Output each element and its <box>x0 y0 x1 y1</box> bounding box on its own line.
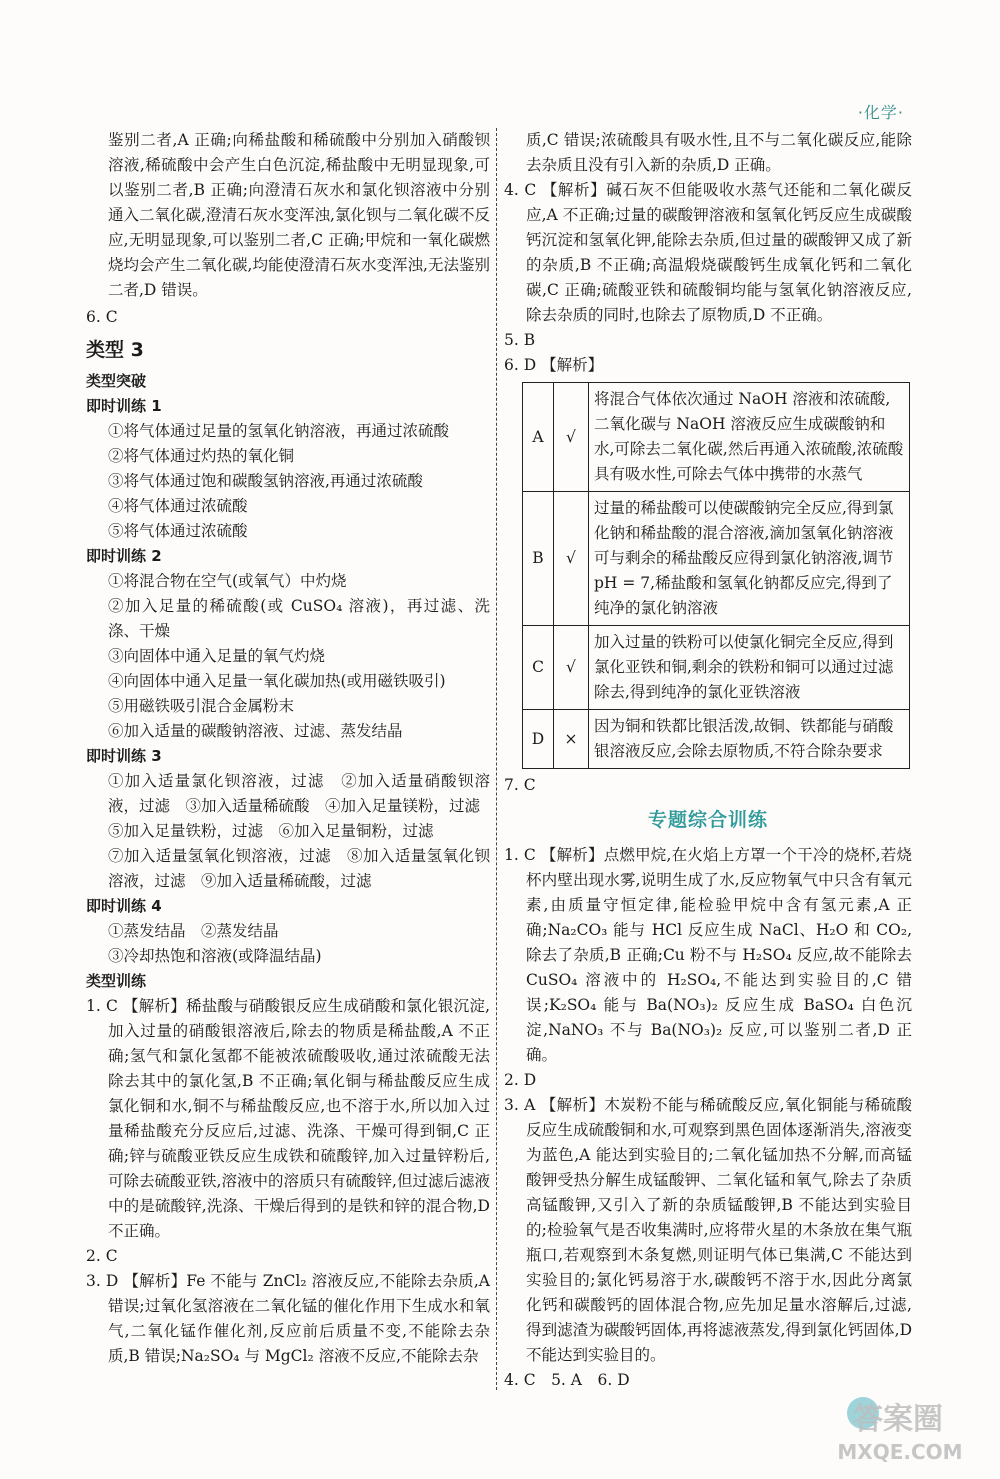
watermark-url: MXQE.COM <box>837 1440 963 1464</box>
table-row <box>523 626 910 710</box>
list-item: ①蒸发结晶 ②蒸发结晶 <box>108 922 279 940</box>
section-title: 专题综合训练 <box>647 809 768 831</box>
answer-2: 2. C <box>86 1247 118 1265</box>
table-cell-text: 加入过量的铁粉可以使氯化铜完全反应,得到氯化亚铁和铜,剩余的铁粉和铜可以通过过滤除去,得到纯净的氯化亚铁溶液 <box>589 626 910 710</box>
right-column <box>504 128 912 1393</box>
answer-b3: 3. A 【解析】木炭粉不能与稀硫酸反应,氧化铜能与稀硫酸反应生成硫酸铜和水,可观察到黑色固体逐渐消失,溶液变为蓝色,A 能达到实验目的;二氧化锰加热不分解,而高锰酸钾受热分解生成锰酸钾、二氧化锰和氧气,除去了杂质高锰酸钾,又引入了新的杂质锰酸钾,B 不能达到实验目的;检验氧气是否收集满时,应将带火星的木条放在集气瓶瓶口,若观察到木条复燃,则证明气体已集满,C 不能达到实验目的;氯化钙易溶于水,碳酸钙不溶于水,因此分离氯化钙和碳酸钙的固体混合物,应先加足量水溶解后,过滤,得到滤渣为碳酸钙固体,再将滤液蒸发,得到氯化钙固体,D 不能达到实验目的。 <box>504 1096 912 1364</box>
table-cell-option: A <box>523 383 554 492</box>
table-cell-mark: √ <box>554 492 589 626</box>
answer-3: 3. D 【解析】Fe 不能与 ZnCl₂ 溶液反应,不能除去杂质,A 错误;过氧化氢溶液在二氧化锰的催化作用下生成水和氧气,二氧化锰作催化剂,反应前后质量不变,不能除去杂质,B 错误;Na₂SO₄ 与 MgCl₂ 溶液不反应,不能除去杂 <box>86 1272 490 1365</box>
training-title-2: 即时训练 2 <box>86 547 162 565</box>
answer-7: 7. C <box>504 776 536 794</box>
page-header-subject: ·化学· <box>857 103 904 122</box>
list-item: ⑤将气体通过浓硫酸 <box>108 522 248 540</box>
left-column <box>86 128 490 1369</box>
table-cell-mark: × <box>554 710 589 769</box>
training-title-3: 即时训练 3 <box>86 747 162 765</box>
answer-6: 6. C <box>86 308 118 326</box>
table-row <box>523 492 910 626</box>
answer-b456: 4. C 5. A 6. D <box>504 1371 630 1389</box>
list-item: ⑤用磁铁吸引混合金属粉末 <box>108 697 295 715</box>
answer-b1: 1. C 【解析】点燃甲烷,在火焰上方罩一个干冷的烧杯,若烧杯内壁出现水雾,说明生成了水,反应物氧气中只含有氧元素,由质量守恒定律,能检验甲烷中含有氢元素,A 正确;Na₂CO₃ 能与 HCl 反应生成 NaCl、H₂O 和 CO₂,除去了杂质,B 正确;Cu 粉不与 H₂SO₄ 反应,故不能除去 CuSO₄ 溶液中的 H₂SO₄,不能达到实验目的,C 错误;K₂SO₄ 能与 Ba(NO₃)₂ 反应生成 BaSO₄ 白色沉淀,NaNO₃ 不与 Ba(NO₃)₂ 反应,可以鉴别二者,D 正确。 <box>504 846 912 1064</box>
list-item: ①将混合物在空气(或氧气）中灼烧 <box>108 572 347 590</box>
list-item: ①加入适量氯化钡溶液，过滤 ②加入适量硝酸钡溶液，过滤 ③加入适量稀硫酸 ④加入足量镁粉，过滤 <box>108 772 490 815</box>
list-item: ③冷却热饱和溶液(或降温结晶) <box>108 947 322 965</box>
paragraph: 质,C 错误;浓硫酸具有吸水性,且不与二氧化碳反应,能除去杂质且没有引入新的杂质,D 正确。 <box>526 131 912 174</box>
list-item: ②将气体通过灼热的氧化铜 <box>108 447 295 465</box>
table-cell-text: 过量的稀盐酸可以使碳酸钠完全反应,得到氯化钠和稀盐酸的混合溶液,滴加氢氧化钠溶液可与剩余的稀盐酸反应得到氯化钠溶液,调节 pH = 7,稀盐酸和氢氧化钠都反应完,得到了纯净的氯化钠溶液 <box>589 492 910 626</box>
answer-4: 4. C 【解析】碱石灰不但能吸收水蒸气还能和二氧化碳反应,A 不正确;过量的碳酸钾溶液和氢氧化钙反应生成碳酸钙沉淀和氢氧化钾,能除去杂质,但过量的碳酸钾又成了新的杂质,B 不正确;高温煅烧碳酸钙生成氧化钙和二氧化碳,C 正确;硫酸亚铁和硫酸铜均能与氢氧化钠溶液反应,除去杂质的同时,也除去了原物质,D 不正确。 <box>504 181 912 324</box>
answer-1: 1. C 【解析】稀盐酸与硝酸银反应生成硝酸和氯化银沉淀,加入过量的硝酸银溶液后,除去的物质是稀盐酸,A 不正确;氢气和氯化氢都不能被浓硫酸吸收,通过浓硫酸无法除去其中的氯化氢,B 不正确;氧化铜与稀盐酸反应生成氯化铜和水,铜不与稀盐酸反应,也不溶于水,所以加入过量稀盐酸充分反应后,过滤、洗涤、干燥可得到铜,C 正确;锌与硫酸亚铁反应生成铁和硫酸锌,加入过量锌粉后,可除去硫酸亚铁,溶液中的溶质只有硫酸锌,但过滤后滤液中的是硫酸锌,洗涤、干燥后得到的是铁和锌的混合物,D 不正确。 <box>86 997 490 1240</box>
list-item: ③将气体通过饱和碳酸氢钠溶液,再通过浓硫酸 <box>108 472 423 490</box>
list-item: ④将气体通过浓硫酸 <box>108 497 248 515</box>
list-item: ①将气体通过足量的氢氧化钠溶液，再通过浓硫酸 <box>108 422 450 440</box>
column-divider <box>496 128 497 1390</box>
table-cell-option: C <box>523 626 554 710</box>
training-title-1: 即时训练 1 <box>86 397 162 415</box>
answer-b2: 2. D <box>504 1071 537 1089</box>
table-cell-text: 将混合气体依次通过 NaOH 溶液和浓硫酸,二氧化碳与 NaOH 溶液反应生成碳酸钠和水,可除去二氧化碳,然后再通入浓硫酸,浓硫酸具有吸水性,可除去气体中携带的水蒸气 <box>589 383 910 492</box>
subheading-type-training: 类型训练 <box>86 972 147 990</box>
table-row <box>523 710 910 769</box>
list-item: ⑤加入足量铁粉，过滤 ⑥加入足量铜粉，过滤 <box>108 822 434 840</box>
training-title-4: 即时训练 4 <box>86 897 162 915</box>
table-cell-option: D <box>523 710 554 769</box>
watermark-logo-icon <box>808 1381 988 1471</box>
analysis-table <box>522 382 910 769</box>
table-cell-option: B <box>523 492 554 626</box>
table-cell-text: 因为铜和铁都比银活泼,故铜、铁都能与硝酸银溶液反应,会除去原物质,不符合除杂要求 <box>589 710 910 769</box>
table-cell-mark: √ <box>554 626 589 710</box>
answer-6: 6. D 【解析】 <box>504 356 604 374</box>
answer-5: 5. B <box>504 331 536 349</box>
list-item: ②加入足量的稀硫酸(或 CuSO₄ 溶液)，再过滤、洗涤、干燥 <box>108 597 490 640</box>
table-row <box>523 383 910 492</box>
list-item: ⑦加入适量氢氧化钡溶液，过滤 ⑧加入适量氢氧化钡溶液，过滤 ⑨加入适量稀硫酸，过滤 <box>108 847 490 890</box>
list-item: ⑥加入适量的碳酸钠溶液、过滤、蒸发结晶 <box>108 722 403 740</box>
watermark-text: 答案圈 <box>853 1402 943 1437</box>
table-cell-mark: √ <box>554 383 589 492</box>
section-heading-type3: 类型 3 <box>86 339 144 361</box>
subheading-breakthrough: 类型突破 <box>86 372 147 390</box>
paragraph: 鉴别二者,A 正确;向稀盐酸和稀硫酸中分别加入硝酸钡溶液,稀硫酸中会产生白色沉淀,稀盐酸中无明显现象,可以鉴别二者,B 正确;向澄清石灰水和氯化钡溶液中分别通入二氧化碳,澄清石灰水变浑浊,氯化钡与二氧化碳不反应,无明显现象,可以鉴别二者,C 正确;甲烷和一氧化碳燃烧均会产生二氧化碳,均能使澄清石灰水变浑浊,无法鉴别二者,D 错误。 <box>108 131 490 299</box>
list-item: ③向固体中通入足量的氧气灼烧 <box>108 647 326 665</box>
list-item: ④向固体中通入足量一氧化碳加热(或用磁铁吸引) <box>108 672 446 690</box>
